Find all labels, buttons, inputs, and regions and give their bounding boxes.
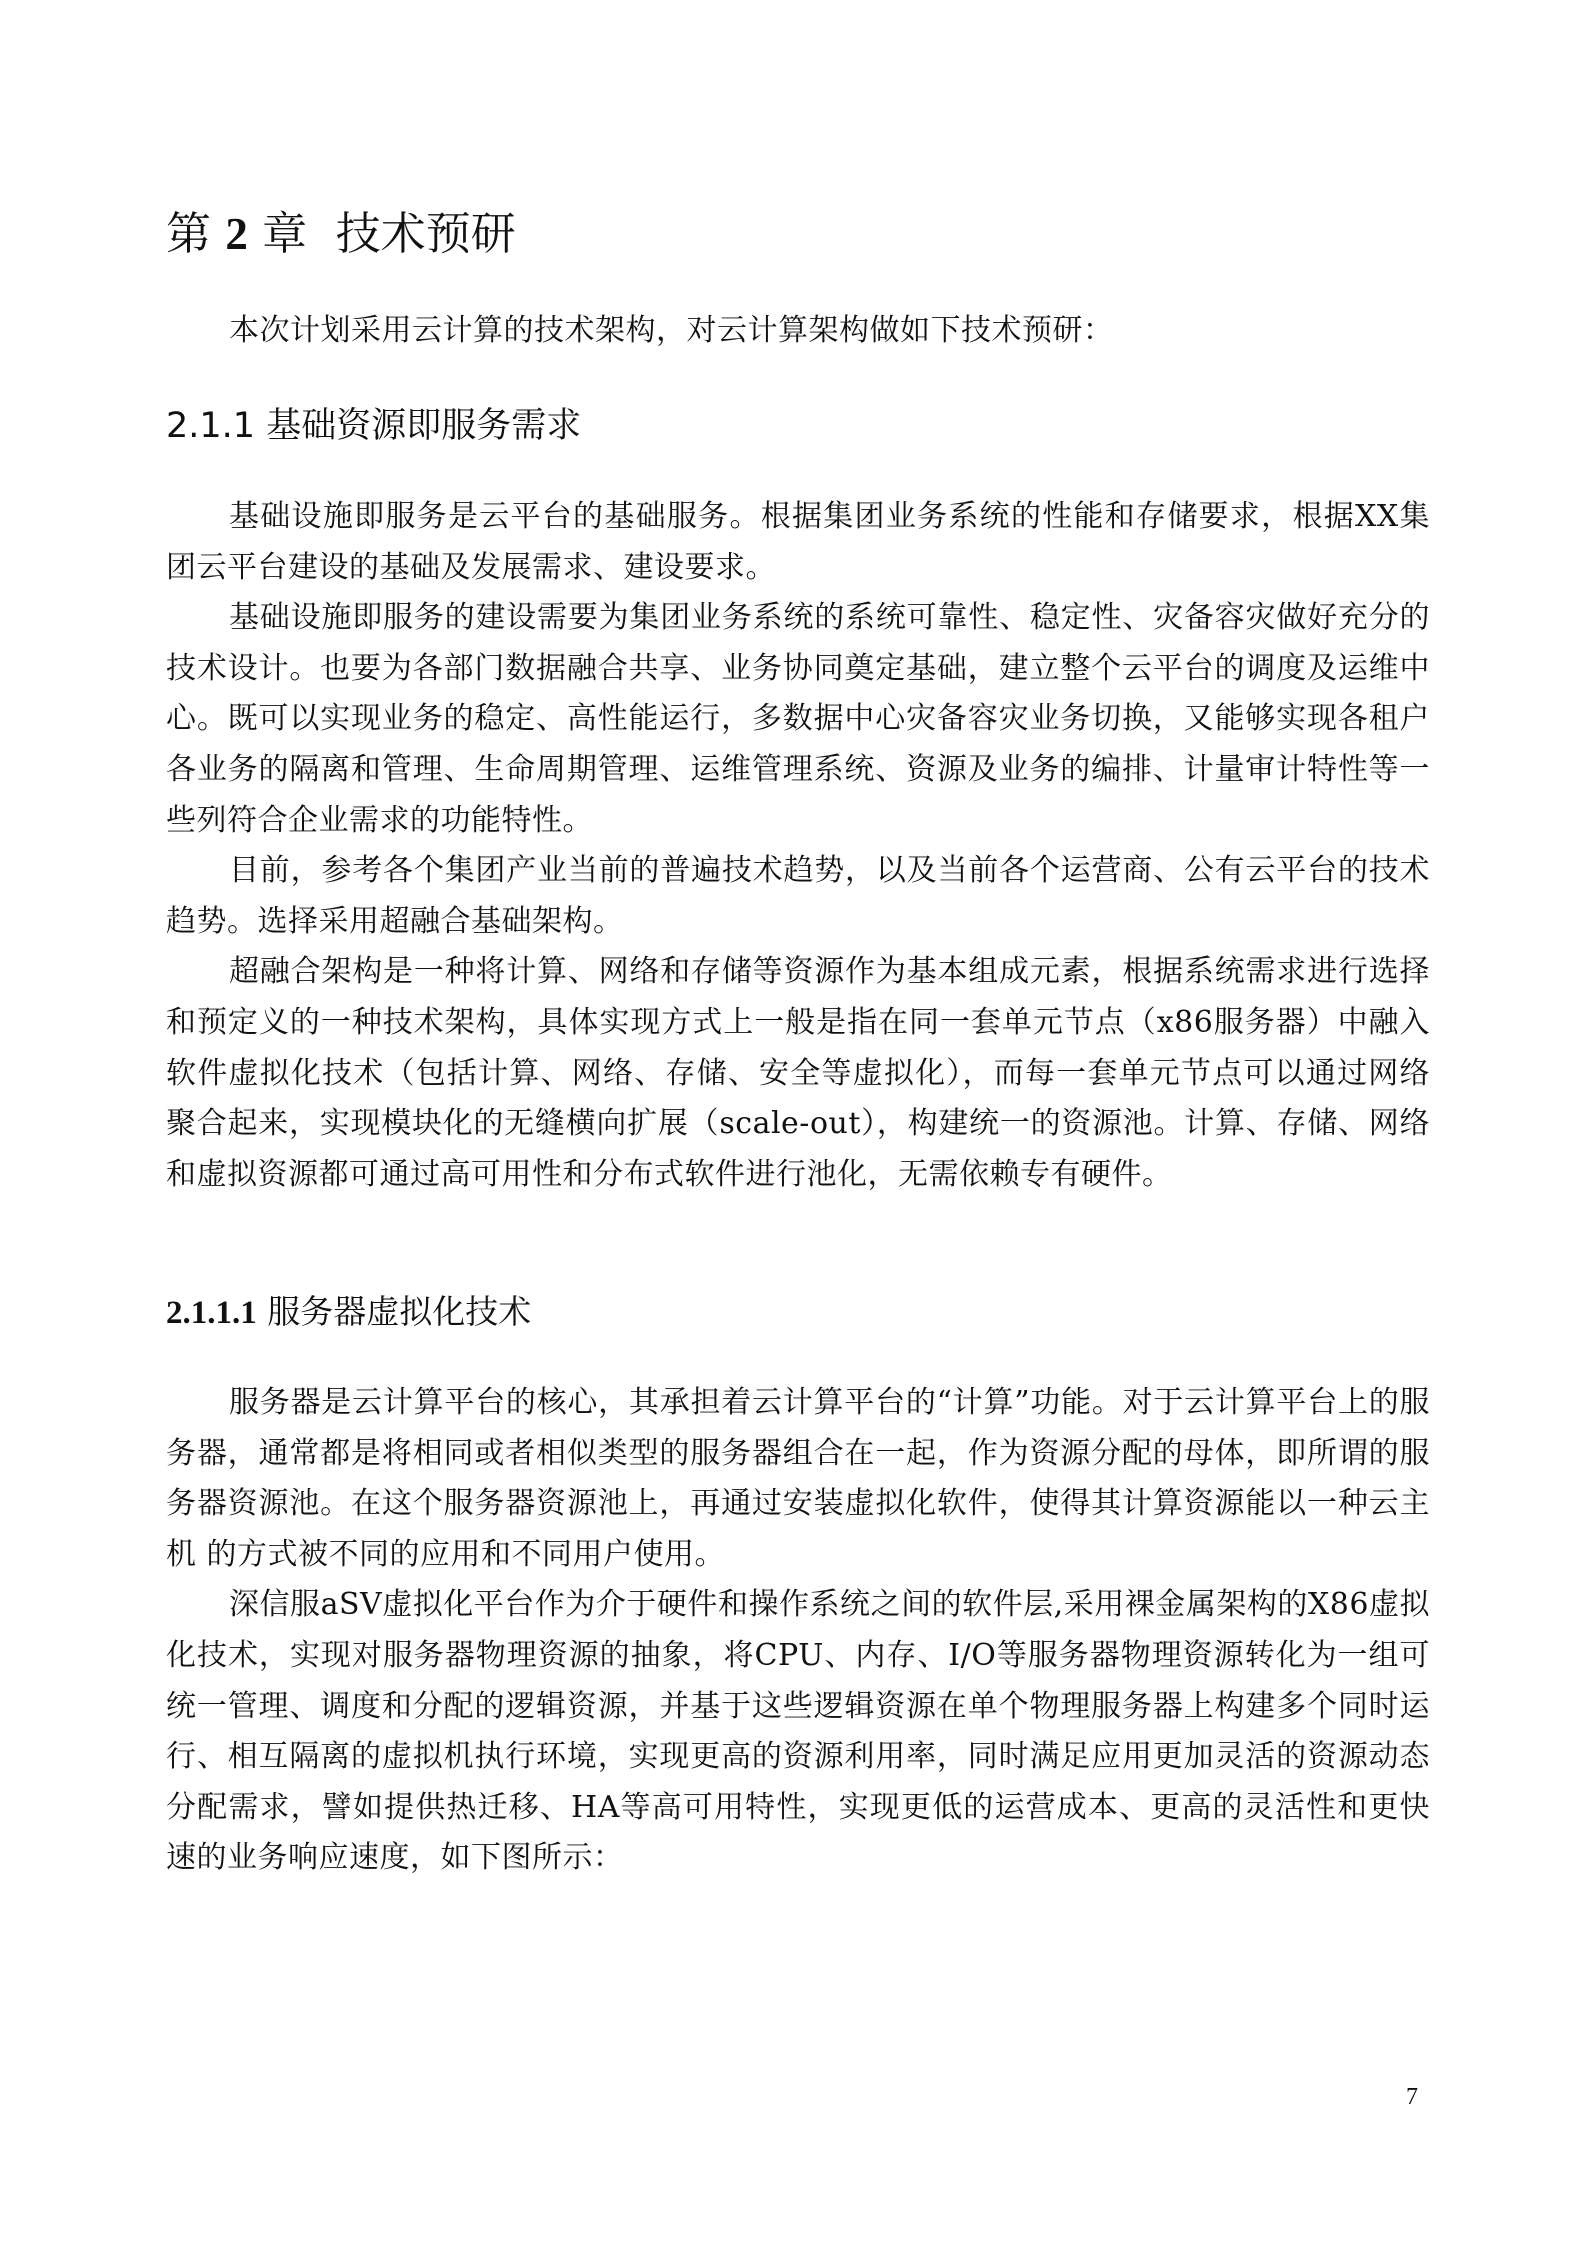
intro-paragraph-block: [166, 306, 1430, 357]
paragraph: 基础设施即服务是云平台的基础服务。根据集团业务系统的性能和存储要求，根据XX集团云平台建设的基础及发展需求、建设要求。: [166, 499, 1430, 585]
section-title: 服务器虚拟化技术: [267, 1292, 532, 1331]
paragraph: 超融合架构是一种将计算、网络和存储等资源作为基本组成元素，根据系统需求进行选择和预定义的一种技术架构，具体实现方式上一般是指在同一套单元节点（x86服务器）中融入软件虚拟化技术（包括计算、网络、存储、安全等虚拟化），而每一套单元节点可以通过网络聚合起来，实现模块化的无缝横向扩展（scale-out），构建统一的资源池。计算、存储、网络和虚拟资源都可通过高可用性和分布式软件进行池化，无需依赖专有硬件。: [166, 954, 1430, 1192]
chapter-title: [166, 204, 516, 264]
section-heading-2-1-1: [166, 402, 581, 450]
paragraph: 深信服aSV虚拟化平台作为介于硬件和操作系统之间的软件层,采用裸金属架构的X86虚拟化技术，实现对服务器物理资源的抽象，将CPU、内存、I/O等服务器物理资源转化为一组可统一管理、调度和分配的逻辑资源，并基于这些逻辑资源在单个物理服务器上构建多个同时运行、相互隔离的虚拟机执行环境，实现更高的资源利用率，同时满足应用更加灵活的资源动态分配需求，譬如提供热迁移、HA等高可用特性，实现更低的运营成本、更高的灵活性和更快速的业务响应速度，如下图所示：: [166, 1587, 1430, 1876]
chapter-number: 2: [225, 209, 248, 259]
chapter-suffix: 章: [262, 207, 308, 260]
intro-paragraph: 本次计划采用云计算的技术架构，对云计算架构做如下技术预研：: [229, 313, 1114, 348]
paragraph: 服务器是云计算平台的核心，其承担着云计算平台的“计算”功能。对于云计算平台上的服务器，通常都是将相同或者相似类型的服务器组合在一起，作为资源分配的母体，即所谓的服务器资源池。在这个服务器资源池上，再通过安装虚拟化软件，使得其计算资源能以一种云主机 的方式被不同的应用和不同用户使用。: [166, 1385, 1430, 1572]
section-number: 2.1.1: [166, 406, 256, 446]
section-2-1-1-body: [166, 492, 1430, 1200]
page-number: 7: [1406, 2084, 1418, 2110]
section-heading-2-1-1-1: [166, 1290, 531, 1335]
section-title: 基础资源即服务需求: [266, 406, 582, 446]
chapter-title-text: 技术预研: [335, 207, 516, 260]
section-number: 2.1.1.1: [166, 1295, 257, 1331]
paragraph: 基础设施即服务的建设需要为集团业务系统的系统可靠性、稳定性、灾备容灾做好充分的技术设计。也要为各部门数据融合共享、业务协同奠定基础，建立整个云平台的调度及运维中心。既可以实现业务的稳定、高性能运行，多数据中心灾备容灾业务切换，又能够实现各租户各业务的隔离和管理、生命周期管理、运维管理系统、资源及业务的编排、计量审计特性等一些列符合企业需求的功能特性。: [166, 600, 1430, 838]
section-2-1-1-1-body: [166, 1378, 1430, 1884]
chapter-prefix: 第: [166, 207, 212, 260]
paragraph: 目前，参考各个集团产业当前的普遍技术趋势，以及当前各个运营商、公有云平台的技术趋势。选择采用超融合基础架构。: [166, 853, 1430, 939]
